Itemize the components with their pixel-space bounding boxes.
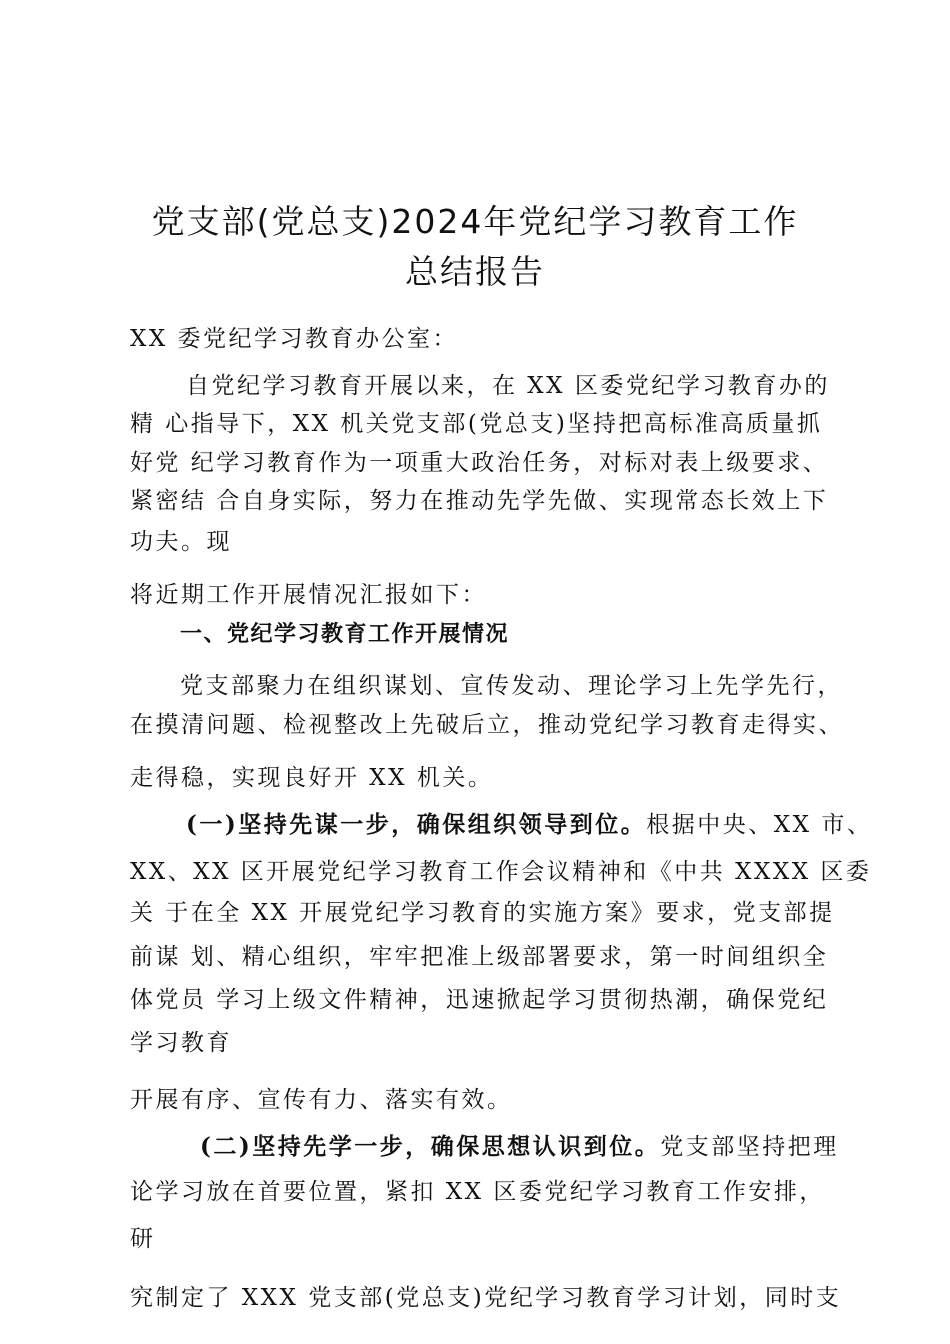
item-1-line: 前谋 划、精心组织，牢牢把准上级部署要求，第一时间组织全: [130, 944, 829, 970]
intro-line: 功夫。现: [130, 529, 232, 555]
item-1-line: 学习教育: [130, 1030, 232, 1056]
item-1-line: 关 于在全 XX 开展党纪学习教育的实施方案》要求，党支部提: [130, 900, 835, 926]
item-1-lead: (一)坚持先谋一步，确保组织领导到位。: [186, 811, 647, 838]
intro-line: 精 心指导下，XX 机关党支部(党总支)坚持把高标准高质量抓: [130, 411, 823, 437]
section-1-line: 走得稳，实现良好开 XX 机关。: [130, 765, 494, 791]
item-1-first-text: 根据中央、XX 市、: [646, 812, 873, 838]
section-1-line: 党支部聚力在组织谋划、宣传发动、理论学习上先学先行，: [180, 673, 843, 699]
intro-line: 好党 纪学习教育作为一项重大政治任务，对标对表上级要求、: [130, 450, 829, 476]
document-title-line-2: 总结报告: [405, 252, 545, 291]
item-2-tail: 究制定了 XXX 党支部(党总支)党纪学习教育学习计划，同时支: [130, 1285, 842, 1311]
item-2-first-line: [200, 1128, 839, 1161]
intro-tail: 将近期工作开展情况汇报如下：: [130, 582, 487, 608]
item-1-line: XX、XX 区开展党纪学习教育工作会议精神和《中共 XXXX 区委: [130, 859, 872, 885]
salutation: XX 委党纪学习教育办公室：: [130, 326, 459, 352]
document-title-line-1: 党支部(党总支)2024年党纪学习教育工作: [151, 202, 799, 241]
item-2-line: 论学习放在首要位置，紧扣 XX 区委党纪学习教育工作安排，: [130, 1179, 825, 1205]
intro-line: 紧密结 合自身实际，努力在推动先学先做、实现常态长效上下: [130, 488, 829, 514]
item-2-lead: (二)坚持先学一步，确保思想认识到位。: [200, 1133, 661, 1160]
section-1-line: 在摸清问题、检视整改上先破后立，推动党纪学习教育走得实、: [130, 712, 844, 738]
item-1-line: 体党员 学习上级文件精神，迅速掀起学习贯彻热潮，确保党纪: [130, 987, 829, 1013]
item-2-first-text: 党支部坚持把理: [660, 1134, 839, 1160]
item-2-line: 研: [130, 1226, 156, 1252]
item-1-tail: 开展有序、宣传有力、落实有效。: [130, 1087, 513, 1113]
item-1-first-line: [186, 806, 872, 839]
section-1-heading: 一、党纪学习教育工作开展情况: [180, 622, 510, 647]
intro-line: 自党纪学习教育开展以来，在 XX 区委党纪学习教育办的: [186, 373, 830, 399]
